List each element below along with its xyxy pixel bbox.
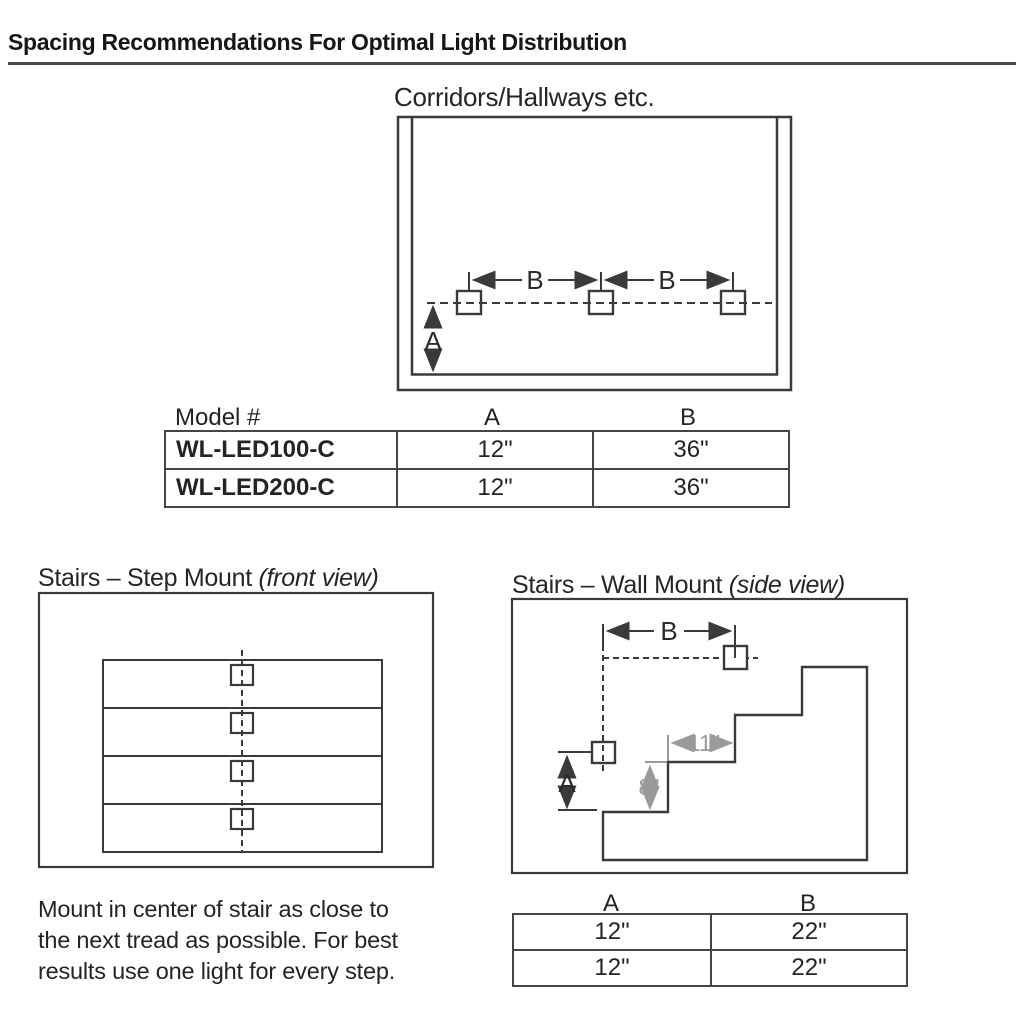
step-mount-outline [39, 593, 433, 867]
corridor-walls [398, 117, 791, 390]
column-header-b: B [799, 890, 816, 917]
dim-b-label: B [660, 616, 678, 646]
tread-depth-dim [668, 730, 731, 761]
corridor-spacing-table [164, 404, 790, 508]
model-cell: WL-LED100-C [176, 436, 335, 463]
corridor-section-heading: Corridors/Hallways etc. [394, 82, 655, 112]
a-value-cell: 12" [396, 432, 592, 468]
mounting-note [38, 894, 458, 987]
b-value-cell: 22" [710, 915, 906, 949]
table-row [514, 949, 906, 985]
mounting-note-line: Mount in center of stair as close to [38, 896, 389, 922]
corridor-outer-wall [398, 117, 791, 390]
tread-depth-label: 11" [687, 730, 721, 756]
b-value-cell: 22" [710, 951, 906, 985]
dim-a-label: A [424, 326, 442, 356]
column-header-a: A [602, 890, 619, 917]
step-mount-heading-text: Stairs – Step Mount [38, 564, 252, 592]
table-row [166, 432, 788, 468]
stair-spacing-table [512, 890, 908, 987]
mounting-note-line: results use one light for every step. [38, 958, 396, 984]
dim-b-label: B [526, 265, 544, 295]
step-mount-diagram [34, 588, 438, 872]
column-header-model: Model # [175, 404, 261, 431]
column-header-a: A [483, 404, 500, 431]
riser-height-label: 8" [638, 774, 660, 800]
a-value-cell: 12" [594, 918, 630, 945]
wall-mount-heading-text: Stairs – Wall Mount [512, 571, 723, 599]
corridor-diagram [394, 113, 798, 395]
a-value-cell: 12" [594, 954, 630, 981]
column-header-b: B [679, 404, 696, 431]
dimension-b [608, 616, 730, 646]
stair-table-body [512, 913, 908, 987]
table-row [514, 915, 906, 949]
dim-b-label: B [658, 265, 676, 295]
page-title: Spacing Recommendations For Optimal Light Distribution [8, 29, 1016, 65]
step-mount-view-label: (front view) [258, 564, 379, 592]
riser-height-dim [639, 762, 667, 808]
a-value-cell: 12" [396, 470, 592, 506]
model-cell: WL-LED200-C [176, 474, 335, 501]
corridor-table-header [164, 404, 790, 430]
corridor-table-body [164, 430, 790, 508]
dimension-a [558, 757, 597, 810]
mounting-note-line: the next tread as possible. For best [38, 927, 398, 953]
corridor-inner-wall [412, 117, 777, 375]
wall-mount-view-label: (side view) [728, 571, 845, 599]
dimension-b-2 [606, 265, 733, 295]
stair-table-header [512, 890, 908, 917]
b-value-cell: 36" [592, 432, 788, 468]
dimension-a [424, 307, 442, 370]
wall-mount-diagram [508, 595, 912, 879]
table-row [166, 468, 788, 506]
dimension-b-1 [469, 265, 601, 295]
b-value-cell: 36" [592, 470, 788, 506]
dim-a-label: A [558, 768, 576, 798]
staircase-profile [603, 667, 867, 860]
